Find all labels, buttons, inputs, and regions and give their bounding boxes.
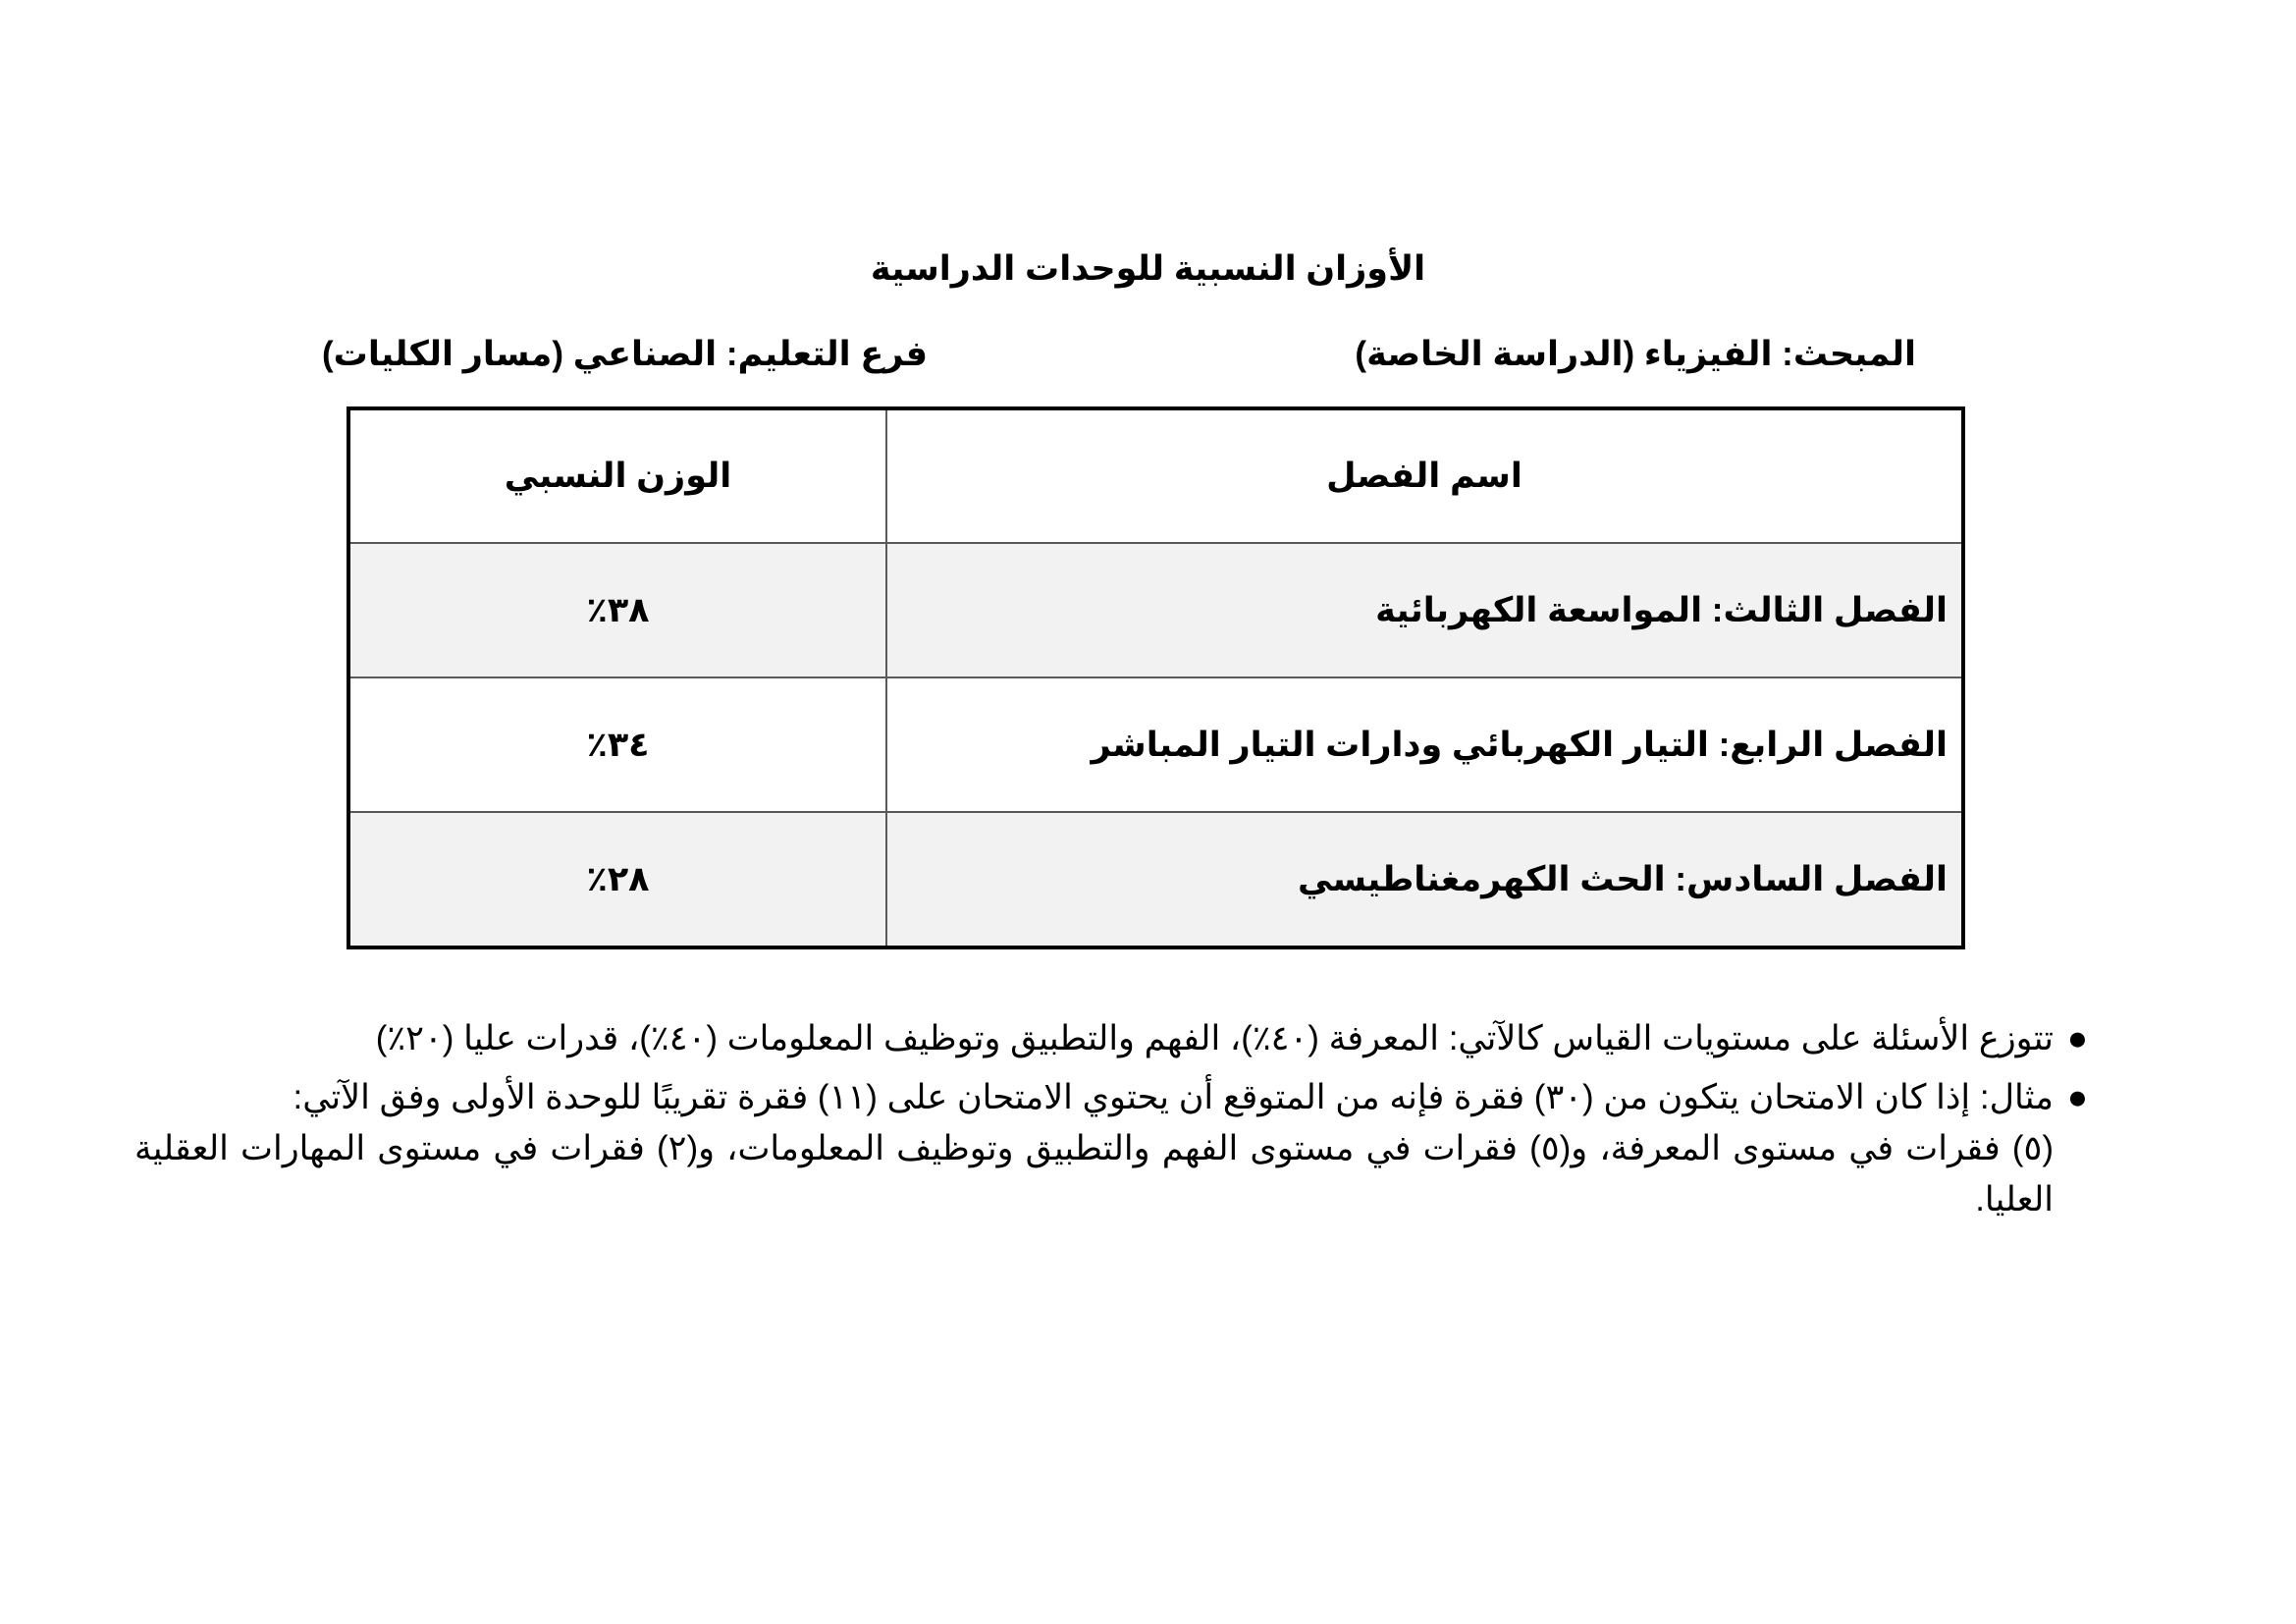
chapter-name-cell: الفصل السادس: الحث الكهرمغناطيسي: [886, 812, 1963, 947]
table-row: [348, 543, 1963, 677]
weight-cell: ٣٤٪: [348, 677, 886, 812]
chapter-name-cell: الفصل الرابع: التيار الكهربائي ودارات التيار المباشر: [886, 677, 1963, 812]
table-header-row: [348, 408, 1963, 543]
relative-weight-header: الوزن النسبي: [348, 408, 886, 543]
branch-label: فرع التعليم: الصناعي (مسار الكليات): [322, 335, 928, 373]
chapter-name-cell: الفصل الثالث: المواسعة الكهربائية: [886, 543, 1963, 677]
weight-cell: ٢٨٪: [348, 812, 886, 947]
bullet-icon: ●: [2066, 1019, 2088, 1057]
list-item: [134, 1072, 2088, 1225]
note-text: مثال: إذا كان الامتحان يتكون من (٣٠) فقرة فإنه من المتوقع أن يحتوي الامتحان على (١١) فقرة تقريبًا للوحدة الأولى وفق الآتي:: [293, 1078, 2054, 1116]
table-row: [348, 812, 1963, 947]
subject-label: المبحث: الفيزياء (الدراسة الخاصة): [1355, 335, 1916, 373]
table-row: [348, 677, 1963, 812]
bullet-icon: ●: [2066, 1078, 2088, 1116]
note-text: تتوزع الأسئلة على مستويات القياس كالآتي: المعرفة (٤٠٪)، الفهم والتطبيق وتوظيف المعلومات (٤٠٪)، قدرات عليا (٢٠٪): [375, 1019, 2054, 1057]
chapter-name-header: اسم الفصل: [886, 408, 1963, 543]
notes-list: [134, 1013, 2088, 1233]
page-title: الأوزان النسبية للوحدات الدراسية: [870, 249, 1426, 288]
weight-cell: ٣٨٪: [348, 543, 886, 677]
note-text-continued: (٥) فقرات في مستوى المعرفة، و(٥) فقرات في مستوى الفهم والتطبيق وتوظيف المعلومات، و(٢) فقرات في مستوى المهارات العقلية العليا.: [134, 1129, 2055, 1218]
list-item: [134, 1013, 2088, 1064]
weights-table: [347, 406, 1965, 949]
